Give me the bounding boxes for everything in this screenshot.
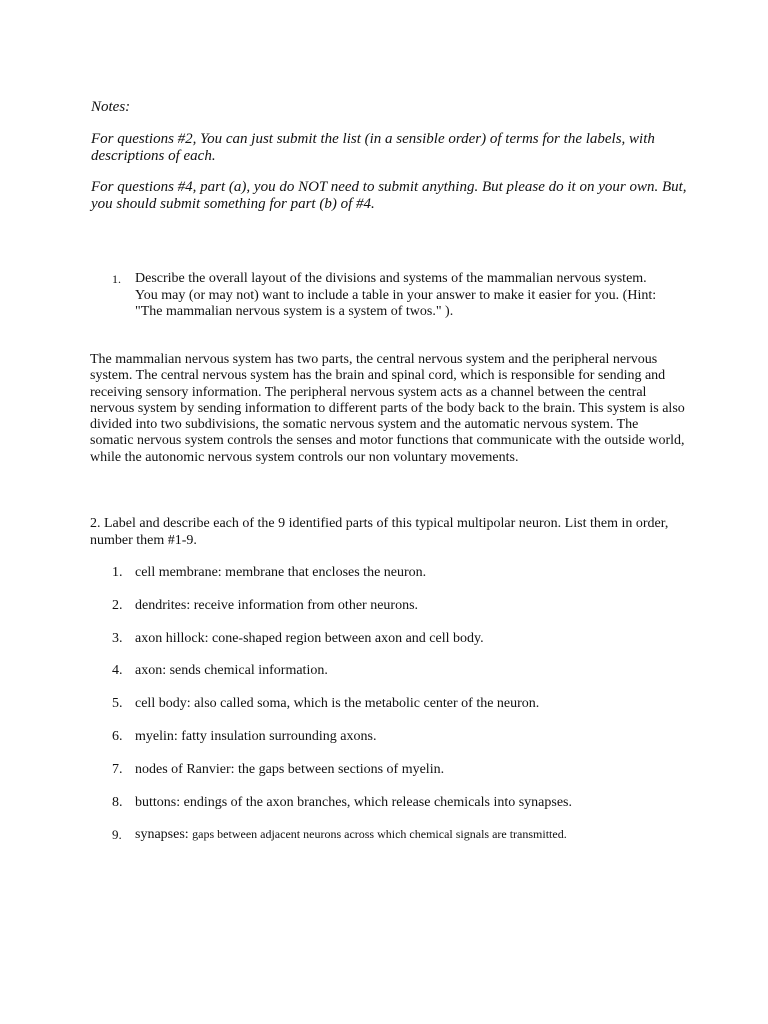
question-2-prompt: 2. Label and describe each of the 9 identified parts of this typical multipolar neuron. List them in order, number them #1-9. [90,516,669,548]
list-item-number: 7. [112,761,123,777]
list-item-number: 4. [112,663,123,679]
answer-1-paragraph: The mammalian nervous system has two parts, the central nervous system and the peripheral nervous system. The central nervous system has the brain and spinal cord, which is responsible for sending and receiving sensory information. The peripheral nervous system acts as a channel between the central nervous system by sending information to different parts of the body back to the brain. This system is also divided into two subdivisions, the somatic nervous system and the automatic nervous system. The somatic nervous system controls the senses and motor functions that communicate with the outside world, while the autonomic nervous system controls our non voluntary movements. [90,352,685,465]
notes-section [91,99,691,227]
list-item-text: myelin: fatty insulation surrounding axons. [135,728,377,744]
list-item-text: cell body: also called soma, which is the metabolic center of the neuron. [135,696,540,712]
list-item [90,826,680,859]
list-item-text: axon: sends chemical information. [135,663,328,679]
notes-paragraph-1: For questions #2, You can just submit the list (in a sensible order) of terms for the labels, with descriptions of each. [91,130,655,164]
list-item-number: 1. [112,565,123,580]
question-1 [112,271,672,321]
list-item-text: dendrites: receive information from other neurons. [135,597,419,613]
list-item [90,597,680,630]
list-item-text: cell membrane: membrane that encloses the neuron. [135,565,427,580]
list-item-number: 8. [112,794,123,810]
list-item-number: 5. [112,696,123,712]
list-item [90,761,680,794]
list-item-text: nodes of Ranvier: the gaps between sections of myelin. [135,761,445,777]
list-item-text: buttons: endings of the axon branches, which release chemicals into synapses. [135,794,572,810]
notes-heading: Notes: [91,99,131,115]
list-item-text [135,826,567,843]
list-item-number: 9. [112,827,122,843]
list-item-number: 6. [112,728,123,744]
list-item [90,662,680,695]
question-1-text: Describe the overall layout of the divisions and systems of the mammalian nervous system. You may (or may not) want to include a table in your answer to make it easier for you. (Hint: "The mammalian nervous system is a system of twos." ). [135,271,657,319]
list-item [90,564,680,597]
question-1-number: 1. [112,272,121,286]
list-item-text: axon hillock: cone-shaped region between axon and cell body. [135,630,484,646]
list-item-number: 2. [112,597,123,613]
list-item-description: gaps between adjacent neurons across which chemical signals are transmitted. [192,827,567,842]
notes-paragraph-2: For questions #4, part (a), you do NOT need to submit anything. But please do it on your own. But, you should submit something for part (b) of #4. [91,178,687,212]
list-item [90,630,680,663]
list-item [90,794,680,827]
list-item-term: synapses: [135,827,189,843]
list-item-number: 3. [112,630,123,646]
list-item [90,695,680,728]
neuron-parts-list [90,564,680,859]
list-item [90,728,680,761]
